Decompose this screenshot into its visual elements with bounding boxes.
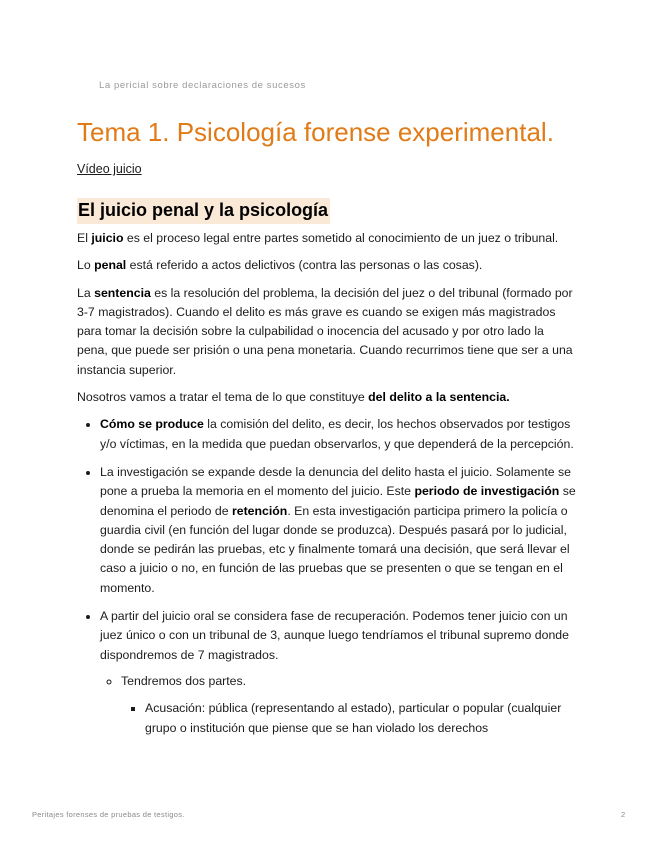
document-body [77,229,577,747]
text: se denomina el periodo de [100,484,576,518]
footer-text: Peritajes forenses de pruebas de testigos. [32,810,185,819]
bold-term: sentencia [94,285,151,300]
text: . En esta investigación participa primero la policía o guardia civil (en función del lugar donde se produzca). Después pasará por lo judicial, donde se pedirán las pruebas, etc y finalmente tomará una decisión, que será llevar el caso a juicio o no, en función de las pruebas que se presenten o que se tengan en el momento. [100,503,570,595]
section-heading: El juicio penal y la psicología [77,198,330,224]
running-header: La pericial sobre declaraciones de sucesos [99,80,306,91]
bold-term: retención [231,503,288,518]
text: es el proceso legal entre partes sometido al conocimiento de un juez o tribunal. [123,231,559,245]
bold-term: Cómo se produce [100,417,204,432]
bold-term: del delito a la sentencia. [368,390,510,405]
paragraph-sentencia [77,284,577,380]
bold-term: penal [94,258,127,273]
page-number: 2 [621,810,626,819]
text: La investigación se expande desde la denuncia del delito hasta el juicio. Solamente se pone a prueba la memoria en el momento del juicio. Este [100,464,572,499]
sub-list [100,672,577,738]
text: está referido a actos delictivos (contra las personas o las cosas). [126,258,483,273]
text: Nosotros vamos a tratar el tema de lo que constituye [77,390,369,405]
text: El [77,231,92,245]
text: Lo [77,258,95,273]
bold-term: periodo de investigación [414,484,560,499]
video-link[interactable]: Vídeo juicio [77,162,142,176]
list-item [100,607,577,738]
bullet-list [77,415,577,737]
bold-term: juicio [91,231,124,245]
sub-list-item [121,672,577,738]
list-item [100,415,577,454]
page-title: Tema 1. Psicología forense experimental. [77,117,554,147]
list-item [100,463,577,598]
text: es la resolución del problema, la decisión del juez o del tribunal (formado por 3-7 magistrados). Cuando el delito es más grave es cuando se exigen más magistrados para tomar la decisión sobre la culpabilidad o inocencia del acusado y por otro lado la pena, que puede ser prisión o una pena monetaria. Cuando recurrimos tiene que ser a una instancia superior. [77,285,573,377]
text: A partir del juicio oral se considera fase de recuperación. Podemos tener juicio con un juez único o con un tribunal de 3, aunque luego tendríamos el tribunal supremo donde dispondremos de 7 magistrados. [100,609,569,662]
paragraph-juicio [77,229,577,248]
text: La [77,285,95,300]
paragraph-penal [77,256,577,275]
sub-sub-list-item: ▪ Acusación: pública (representando al estado), particular o popular (cualquier grupo o institución que piense que se han violado los derechos [145,699,577,738]
paragraph-intro [77,388,577,407]
sub-sub-list [121,699,577,738]
text: Tendremos dos partes. [121,673,247,688]
text: la comisión del delito, es decir, los hechos observados por testigos y/o víctimas, en la medida que puedan observarlos, y que dependerá de la percepción. [100,417,574,451]
